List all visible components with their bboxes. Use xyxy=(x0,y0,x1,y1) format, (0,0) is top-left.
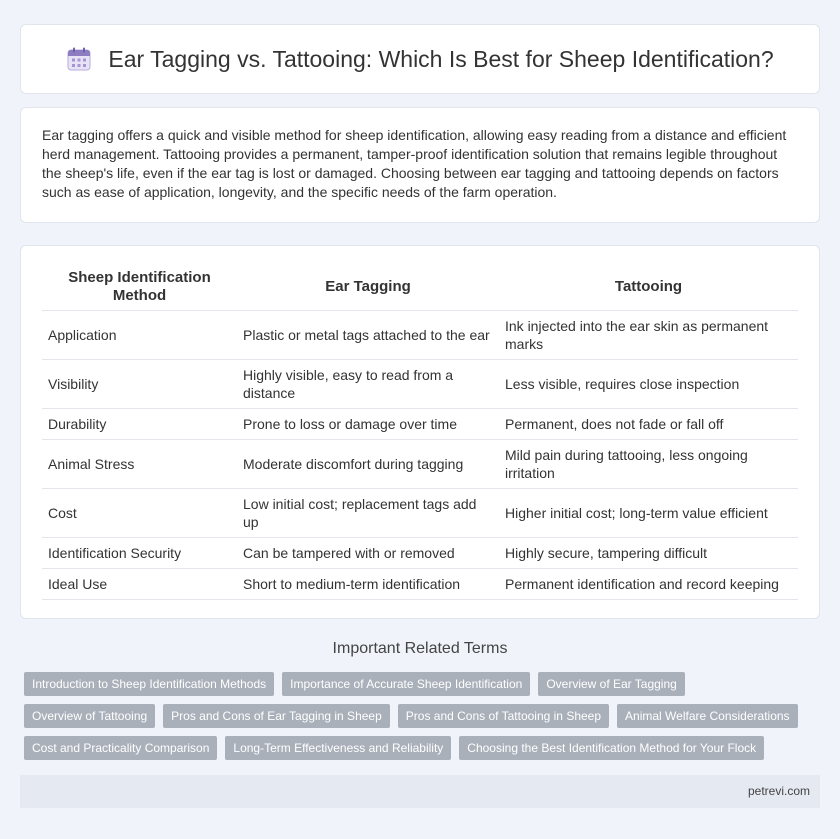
table-row xyxy=(42,408,798,439)
table-cell: Less visible, requires close inspection xyxy=(499,359,798,408)
table-row xyxy=(42,439,798,488)
related-terms-title: Important Related Terms xyxy=(332,640,508,657)
calendar-icon xyxy=(66,46,92,72)
table-row xyxy=(42,537,798,568)
related-term-tag[interactable]: Overview of Ear Tagging xyxy=(538,672,685,696)
table-cell: Ideal Use xyxy=(42,568,237,599)
table-row xyxy=(42,310,798,359)
page-header xyxy=(20,24,820,94)
table-cell: Highly visible, easy to read from a distance xyxy=(237,359,499,408)
comparison-table-card xyxy=(20,245,820,619)
related-term-tag[interactable]: Importance of Accurate Sheep Identification xyxy=(282,672,530,696)
table-cell: Visibility xyxy=(42,359,237,408)
table-row xyxy=(42,359,798,408)
table-cell: Durability xyxy=(42,408,237,439)
related-term-tag[interactable]: Animal Welfare Considerations xyxy=(617,704,798,728)
related-term-tag[interactable]: Introduction to Sheep Identification Methods xyxy=(24,672,274,696)
column-header: Tattooing xyxy=(499,264,798,310)
table-cell: Can be tampered with or removed xyxy=(237,537,499,568)
related-term-tag[interactable]: Overview of Tattooing xyxy=(24,704,155,728)
table-cell: Permanent identification and record keeping xyxy=(499,568,798,599)
table-cell: Application xyxy=(42,310,237,359)
table-cell: Low initial cost; replacement tags add up xyxy=(237,488,499,537)
column-header: Ear Tagging xyxy=(237,264,499,310)
intro-section xyxy=(20,107,820,223)
footer-site-link[interactable]: petrevi.com xyxy=(747,784,810,798)
table-row xyxy=(42,568,798,599)
table-cell: Moderate discomfort during tagging xyxy=(237,439,499,488)
table-row xyxy=(42,488,798,537)
table-cell: Short to medium-term identification xyxy=(237,568,499,599)
related-term-tag[interactable]: Long-Term Effectiveness and Reliability xyxy=(225,736,451,760)
page-footer xyxy=(20,775,820,808)
page-title: Ear Tagging vs. Tattooing: Which Is Best for Sheep Identification? xyxy=(108,45,774,72)
related-terms-list xyxy=(24,672,824,768)
related-term-tag[interactable]: Pros and Cons of Tattooing in Sheep xyxy=(398,704,609,728)
table-cell: Ink injected into the ear skin as permanent marks xyxy=(499,310,798,359)
table-cell: Highly secure, tampering difficult xyxy=(499,537,798,568)
table-cell: Identification Security xyxy=(42,537,237,568)
table-header-row xyxy=(42,264,798,310)
table-cell: Animal Stress xyxy=(42,439,237,488)
intro-text: Ear tagging offers a quick and visible method for sheep identification, allowing easy reading from a distance and efficient herd management. Tattooing provides a permanent, tamper-proof identification solution that remains legible throughout the sheep's life, even if the ear tag is lost or damaged. Choosing between ear tagging and tattooing depends on factors such as ease of application, longevity, and the specific needs of the farm operation. xyxy=(42,127,787,200)
related-term-tag[interactable]: Cost and Practicality Comparison xyxy=(24,736,217,760)
related-term-tag[interactable]: Pros and Cons of Ear Tagging in Sheep xyxy=(163,704,390,728)
column-header: Sheep Identification Method xyxy=(42,264,237,310)
comparison-table xyxy=(42,264,798,600)
table-cell: Mild pain during tattooing, less ongoing irritation xyxy=(499,439,798,488)
table-cell: Permanent, does not fade or fall off xyxy=(499,408,798,439)
table-cell: Prone to loss or damage over time xyxy=(237,408,499,439)
table-cell: Plastic or metal tags attached to the ear xyxy=(237,310,499,359)
table-cell: Higher initial cost; long-term value efficient xyxy=(499,488,798,537)
table-cell: Cost xyxy=(42,488,237,537)
related-term-tag[interactable]: Choosing the Best Identification Method for Your Flock xyxy=(459,736,764,760)
